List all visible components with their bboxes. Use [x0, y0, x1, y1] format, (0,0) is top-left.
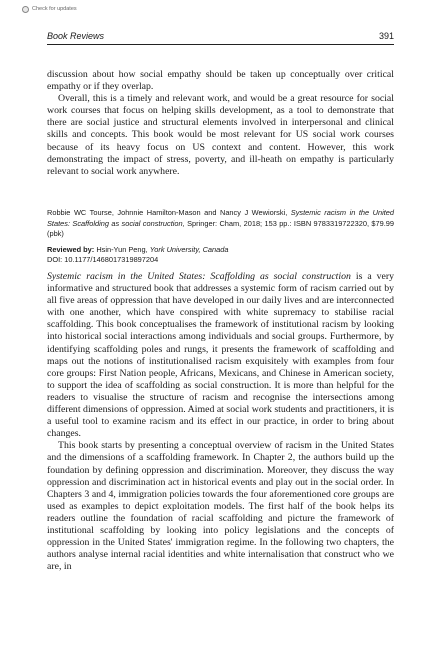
review-body: [47, 271, 394, 573]
check-for-updates-badge[interactable]: [22, 4, 77, 14]
check-for-updates-label: Check for updates: [32, 6, 77, 12]
book-title: Systemic racism in the United States: Scaffolding as social construction,: [47, 208, 395, 228]
section-title: Book Reviews: [47, 31, 105, 41]
reviewer-affiliation: York University, Canada: [149, 245, 229, 254]
book-publication: Springer: Cham, 2018; 153 pp.: ISBN 9783319722320, $79.99 (pbk): [47, 218, 395, 239]
review-paragraph-1: [47, 271, 394, 440]
running-header: [47, 30, 394, 45]
book-authors: Robbie WC Tourse, Johnnie Hamilton-Mason and Nancy J Wewiorski,: [47, 208, 288, 217]
review-paragraph-1-text: is a very informative and structured book that addresses a systemic form of racism carried out by all five areas of oppression that have developed in our daily lives and are interconnected with one another, which have conspired with white supremacy to stabilise racial scaffolding. This book conceptualises the framework of institutional racism by looking into historical social interactions among individuals and social groups. Furthermore, by identifying scaffolding poles and rungs, it presents the framework of scaffolding and maps out the notions of institutionalised racism exquisitely with examples from four core groups: First Nation people, Africans, Mexicans, and Chinese in American society, to support the idea of scaffolding as social construction. It is more than helpful for the readers to visualise the structure of racism and recognise the intersections among different dimensions of oppression. Aimed at social work students and practitioners, it is a useful tool to examine racism and its effect in our practice, in order to bring about changes.: [47, 271, 395, 440]
reviewer-name: Hsin-Yun Peng,: [96, 245, 148, 254]
update-check-icon: [22, 6, 29, 13]
intro-paragraph-2: Overall, this is a timely and relevant work, and would be a great resource for social work courses that focus on helping skills development, as a tool to demonstrate that there are social justice and structural elements involved in interpersonal and clinical skills and concepts. This book would be most relevant for US social work courses because of its heavy focus on US context and content. However, this work demonstrating the impact of stress, poverty, and ill-heath on empathy is particularly relevant to social work anywhere.: [47, 93, 394, 177]
reviewer-info: [47, 245, 394, 266]
doi: DOI: 10.1177/1468017319897204: [47, 255, 159, 265]
page-number: 391: [378, 31, 394, 41]
previous-review-ending: [47, 69, 394, 178]
review-book-title: Systemic racism in the United States: Scaffolding as social construction: [47, 271, 351, 282]
review-paragraph-2: This book starts by presenting a conceptual overview of racism in the United States and the dimensions of a scaffolding framework. In Chapter 2, the authors build up the foundation by defining oppression and discrimination. Moreover, they discuss the way oppression and discrimination act in historical events and play out in the social order. In Chapters 3 and 4, immigration policies towards the four aforementioned core groups are used as examples to depict exploitation models. The first half of the book helps its readers outline the foundation of racial scaffolding and picture the framework of institutional scaffolding by looking into policy legislations and the concepts of oppression in the United States' immigration regime. In the following two chapters, the authors analyse internal racial identities and white internalisation that construct who we are, in: [47, 440, 394, 573]
intro-paragraph-1: discussion about how social empathy should be taken up conceptually over critical empathy or if they overlap.: [47, 69, 394, 93]
book-reference: [47, 208, 394, 240]
reviewed-by-label: Reviewed by:: [47, 245, 95, 254]
